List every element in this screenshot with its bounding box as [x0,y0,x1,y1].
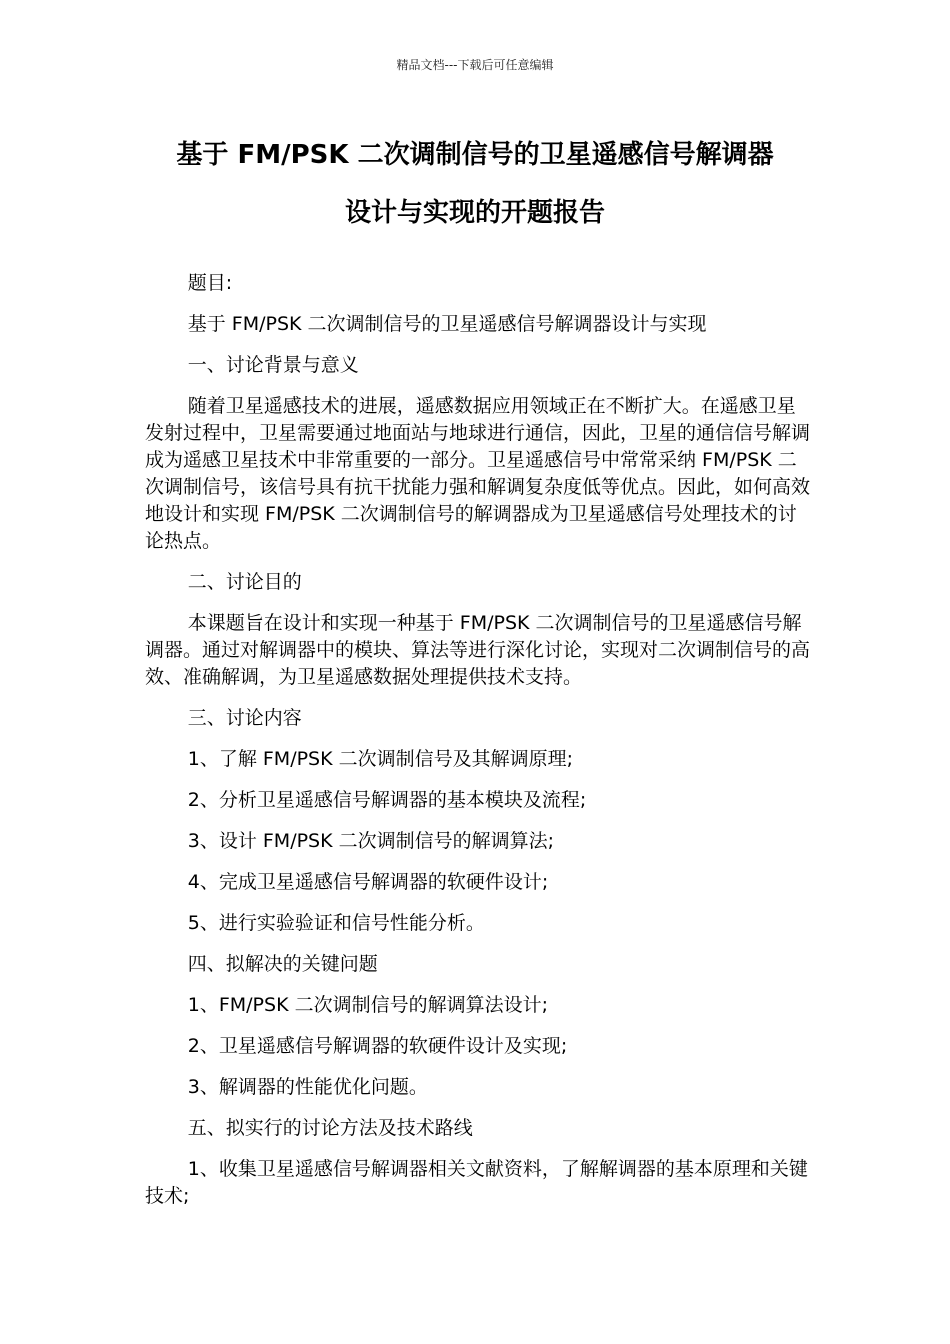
key-problem-item-2: 2、卫星遥感信号解调器的软硬件设计及实现; [187,1035,568,1057]
paragraph-background: 随着卫星遥感技术的进展，遥感数据应用领域正在不断扩大。在遥感卫星发射过程中，卫星需要通过地面站与地球进行通信，因此，卫星的通信信号解调成为遥感卫星技术中非常重要的一部分。卫星遥感信号中常常采纳 FM/PSK 二次调制信号，该信号具有抗干扰能力强和解调复杂度低等优点。因此，如何高效地设计和实现 FM/PSK 二次调制信号的解调器成为卫星遥感信号处理技术的讨论热点。 [145,395,811,552]
section-heading-purpose: 二、讨论目的 [187,571,302,593]
content-item-2: 2、分析卫星遥感信号解调器的基本模块及流程; [187,789,587,811]
method-item-1: 1、收集卫星遥感信号解调器相关文献资料，了解解调器的基本原理和关键技术; [145,1158,808,1207]
content-item-3: 3、设计 FM/PSK 二次调制信号的解调算法; [187,830,555,852]
section-heading-methods: 五、拟实行的讨论方法及技术路线 [187,1117,473,1139]
content-item-4: 4、完成卫星遥感信号解调器的软硬件设计; [187,871,549,893]
section-heading-background: 一、讨论背景与意义 [187,354,359,376]
document-title-line-2: 设计与实现的开题报告 [344,198,605,228]
content-item-1: 1、了解 FM/PSK 二次调制信号及其解调原理; [187,748,574,770]
topic-label: 题目: [187,272,233,294]
document-title-line-1: 基于 FM/PSK 二次调制信号的卫星遥感信号解调器 [176,140,774,170]
key-problem-item-1: 1、FM/PSK 二次调制信号的解调算法设计; [187,994,548,1016]
section-heading-key-problems: 四、拟解决的关键问题 [187,953,378,975]
page-header: 精品文档---下载后可任意编辑 [396,58,554,72]
section-heading-content: 三、讨论内容 [187,707,302,729]
topic-text: 基于 FM/PSK 二次调制信号的卫星遥感信号解调器设计与实现 [187,313,707,335]
key-problem-item-3: 3、解调器的性能优化问题。 [187,1076,428,1098]
document-body [145,270,810,1224]
content-item-5: 5、进行实验验证和信号性能分析。 [187,912,485,934]
paragraph-purpose: 本课题旨在设计和实现一种基于 FM/PSK 二次调制信号的卫星遥感信号解调器。通过对解调器中的模块、算法等进行深化讨论，实现对二次调制信号的高效、准确解调，为卫星遥感数据处理提供技术支持。 [145,612,811,688]
